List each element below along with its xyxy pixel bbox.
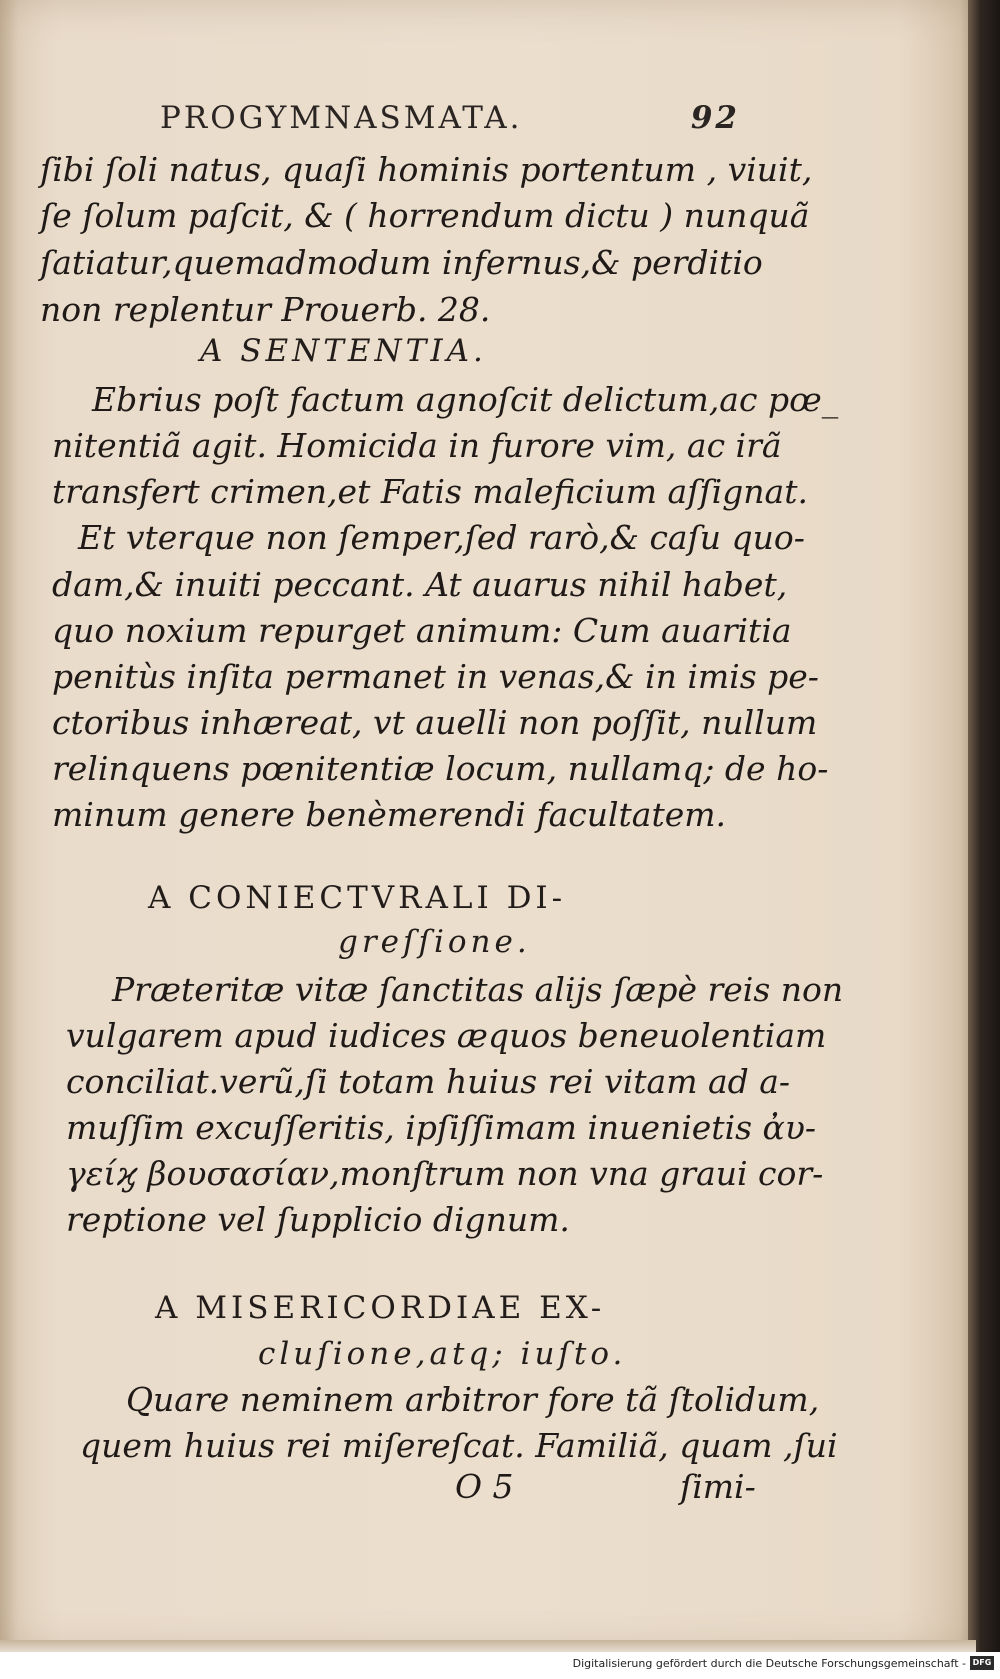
text-line: penitùs inſita permanet in venas,& in imis pe-	[52, 657, 819, 696]
text-line: non replentur Prouerb. 28.	[40, 290, 491, 329]
section-heading-continuation: greſſione.	[338, 924, 531, 960]
section-heading: A MISERICORDIAE EX-	[155, 1290, 606, 1326]
page-bottom-edge	[0, 1640, 976, 1652]
page-edge-shadow	[968, 0, 1000, 1652]
text-line: vulgarem apud iudices æquos beneuolentiam	[66, 1016, 827, 1055]
text-line: quem huius rei miſereſcat. Familiã, quam ,ſui	[80, 1426, 838, 1465]
page-number: 92	[690, 100, 740, 136]
text-line: Ebrius poſt factum agnoſcit delictum,ac pœ_	[92, 380, 839, 419]
section-heading-continuation: cluſione,atq; iuſto.	[258, 1336, 627, 1372]
text-line: ſatiatur,quemadmodum infernus,& perditio	[40, 243, 763, 282]
dfg-logo: DFG	[970, 1656, 994, 1670]
section-heading: A SENTENTIA.	[200, 333, 487, 369]
text-line: muſſim excuſſeritis, ipſiſſimam inuenietis ἀυ-	[66, 1108, 817, 1147]
digitization-credit: Digitalisierung gefördert durch die Deutsche Forschungsgemeinschaft -	[572, 1657, 966, 1670]
text-line: ſe ſolum paſcit, & ( horrendum dictu ) nunquã	[40, 196, 810, 235]
text-line: ctoribus inhæreat, vt auelli non poſſit, nullum	[52, 703, 818, 742]
text-line: γείϗ βουσασίαν,monſtrum non vna graui cor-	[66, 1154, 824, 1193]
running-head-title: PROGYMNASMATA.	[160, 100, 523, 136]
text-line: transfert crimen,et Fatis maleficium aſſignat.	[52, 472, 808, 511]
text-line: Et vterque non ſemper,ſed rarò,& caſu quo-	[78, 518, 805, 557]
text-line: ſibi ſoli natus, quaſi hominis portentum , viuit,	[40, 150, 813, 189]
text-line: dam,& inuiti peccant. At auarus nihil habet,	[52, 565, 788, 604]
text-line: relinquens pœnitentiæ locum, nullamq; de ho-	[52, 749, 829, 788]
text-line: conciliat.verũ,ſi totam huius rei vitam ad a-	[66, 1062, 791, 1101]
text-line: nitentiã agit. Homicida in furore vim, ac irã	[52, 426, 782, 465]
catchword: ſimi-	[680, 1467, 756, 1506]
text-line: Præteritæ vitæ ſanctitas alijs ſæpè reis non	[112, 970, 844, 1009]
text-line: reptione vel ſupplicio dignum.	[66, 1200, 570, 1239]
text-line: minum genere benèmerendi facultatem.	[52, 795, 727, 834]
text-line: Quare neminem arbitror fore tã ſtolidum,	[126, 1380, 820, 1419]
signature-mark: O 5	[455, 1467, 514, 1506]
text-line: quo noxium repurget animum: Cum auaritia	[52, 611, 792, 650]
section-heading: A CONIECTVRALI DI-	[148, 880, 567, 916]
